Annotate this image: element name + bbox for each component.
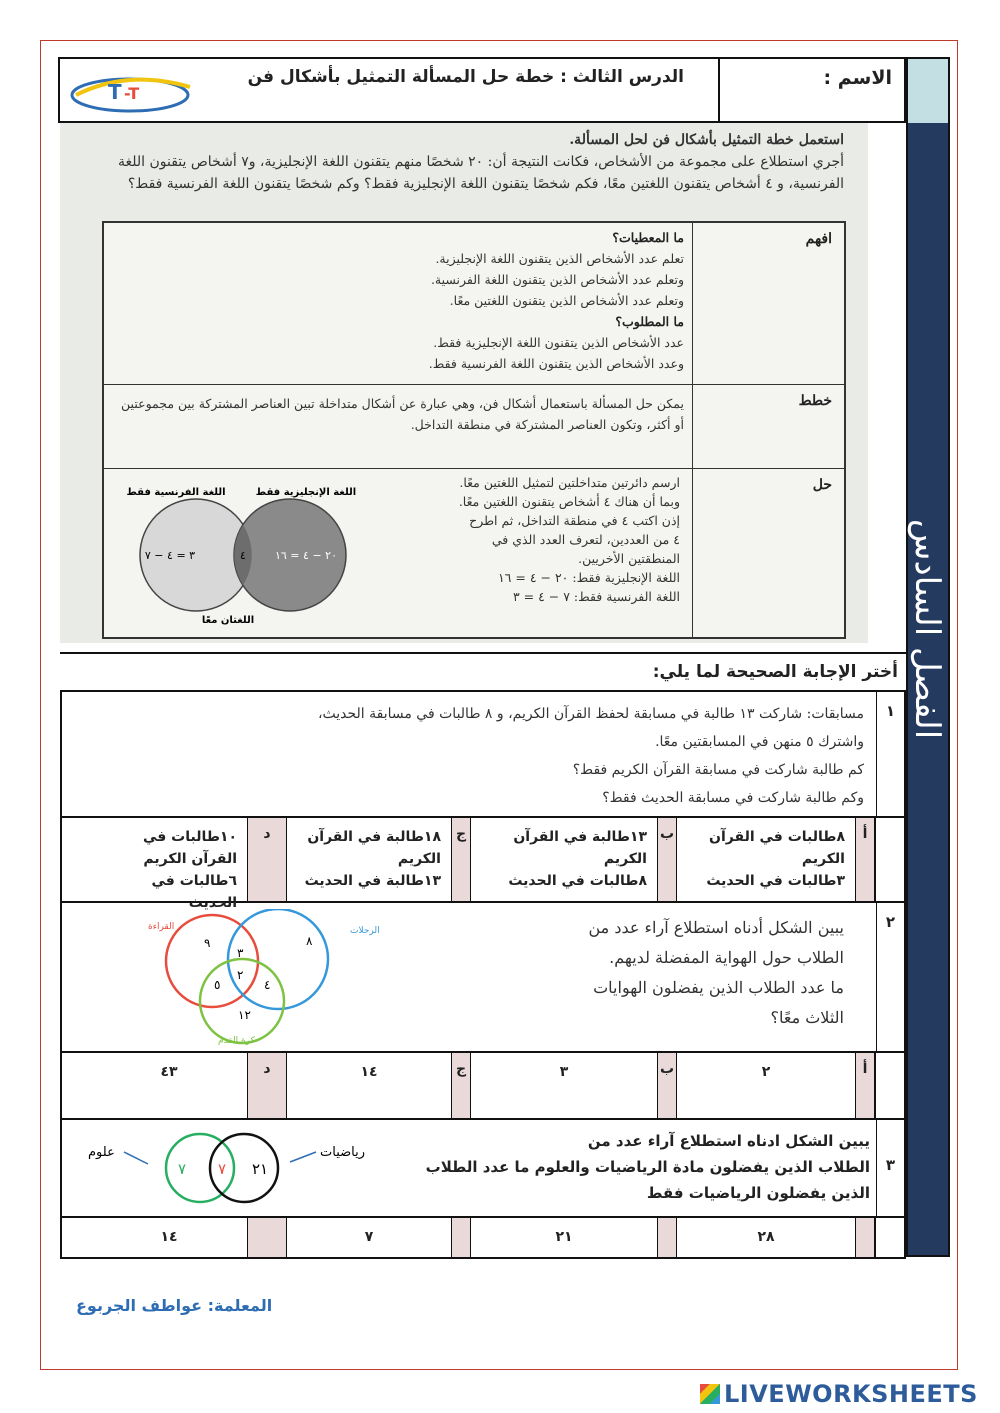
- venn-label-both: اللغتان معًا: [201, 615, 255, 626]
- question-3-text: [400, 1128, 870, 1206]
- science-only-value: ٧: [178, 1160, 187, 1178]
- option-letter: ج: [451, 818, 471, 901]
- option-line: ١٠طالبات في القرآن الكريم: [142, 829, 237, 867]
- question-line: كم طالبة شاركت في مسابقة القرآن الكريم فقط؟: [572, 762, 864, 778]
- student-name-field[interactable]: [718, 59, 904, 121]
- given-item: تعلم عدد الأشخاص الذين يتقنون اللغة الإنجليزية.: [435, 251, 684, 266]
- solve-line: ارسم دائرتين متداخلتين لتمثيل اللغتين معًا.: [459, 475, 680, 490]
- option-letter: د: [247, 1053, 287, 1118]
- lesson-problem: أجري استطلاع على مجموعة من الأشخاص، فكانت النتيجة أن: ٢٠ شخصًا منهم يتقنون اللغة الإنجليزية، و٧ أشخاص يتقنون اللغة الفرنسية، و ٤ أشخاص يتقنون اللغتين معًا، فكم شخصًا يتقنون اللغة الإنجليزية فقط؟ وكم شخصًا يتقنون اللغة الفرنسية فقط؟: [117, 154, 844, 192]
- option-letter: ب: [657, 1053, 677, 1118]
- option-letter: [451, 1218, 471, 1257]
- unit-sidebar: [906, 57, 950, 1257]
- option-b[interactable]: ٢١: [555, 1229, 573, 1245]
- plan-body: يمكن حل المسألة باستعمال أشكال فن، وهي عبارة عن أشكال متداخلة تبين العناصر المشتركة بين مجموعتين أو أكثر، وتكون العناصر المشتركة في منطقة التداخل.: [121, 396, 684, 432]
- option-line: ١٨طالبة في القرآن الكريم: [307, 829, 441, 867]
- math-label: رياضيات: [320, 1145, 366, 1160]
- plan-label: خطط: [692, 385, 844, 468]
- question-line: يبين الشكل أدناه استطلاع آراء عدد من: [588, 918, 844, 937]
- questions-heading: أختر الإجابة الصحيحة لما يلي:: [60, 652, 906, 692]
- option-letter: [855, 1218, 875, 1257]
- option-d[interactable]: [91, 818, 247, 911]
- question-number: ٢: [876, 903, 904, 1051]
- worksheet-header: [58, 57, 906, 123]
- svg-text:T: T: [108, 80, 122, 104]
- option-a[interactable]: ٢: [761, 1064, 771, 1080]
- plan-row-solve: [104, 469, 844, 637]
- hobbies-venn-diagram: [92, 909, 392, 1047]
- question-line: وكم طالبة شاركت في مسابقة الحديث فقط؟: [602, 790, 864, 806]
- reading-circle: [166, 915, 258, 1007]
- brand-logo: [700, 1380, 978, 1408]
- question-line: الذين يفضلون الرياضيات فقط: [646, 1184, 870, 1202]
- question-2-options: [60, 1052, 906, 1120]
- venn-english-value: ٢٠ − ٤ = ١٦: [274, 549, 338, 562]
- option-c[interactable]: [287, 818, 451, 901]
- solve-body: [370, 473, 680, 606]
- given-item: وتعلم عدد الأشخاص الذين يتقنون اللغة الفرنسية.: [430, 272, 684, 287]
- option-d[interactable]: ٤٣: [160, 1064, 178, 1080]
- sidebar-cap: [908, 59, 948, 123]
- math-arrow-icon: [290, 1152, 316, 1162]
- venn-both-value: ٤: [240, 549, 246, 562]
- science-label: علوم: [88, 1145, 115, 1160]
- trips-only-value: ٨: [306, 934, 313, 948]
- question-3-options: [60, 1217, 906, 1259]
- option-b[interactable]: ٣: [559, 1064, 569, 1080]
- option-a[interactable]: ٢٨: [757, 1229, 775, 1245]
- calc-english: اللغة الإنجليزية فقط: ٢٠ − ٤ = ١٦: [497, 570, 680, 585]
- venn-label-english: اللغة الإنجليزية فقط: [255, 487, 357, 498]
- languages-venn-diagram: [110, 475, 372, 631]
- option-letter: [247, 1218, 287, 1257]
- option-letter: د: [247, 818, 287, 901]
- question-number: ٣: [876, 1120, 904, 1216]
- question-line: يبين الشكل ادناه استطلاع آراء عدد من: [587, 1132, 870, 1150]
- question-1-options: [60, 817, 906, 911]
- option-line: ١٣طالبة في الحديث: [304, 873, 441, 889]
- option-letter: [657, 1218, 677, 1257]
- option-letter: ب: [657, 818, 677, 901]
- solve-line: وبما أن هناك ٤ أشخاص يتقنون اللغتين معًا.: [458, 494, 680, 509]
- given-title: ما المعطيات؟: [612, 230, 684, 245]
- football-only-value: ١٢: [238, 1008, 251, 1022]
- option-spacer: [875, 1053, 904, 1118]
- trips-label: الرحلات: [350, 926, 380, 936]
- question-line: الطلاب الذين يفضلون مادة الرياضيات والعلوم ما عدد الطلاب: [425, 1158, 870, 1176]
- question-line: واشترك ٥ منهن في المسابقتين معًا.: [655, 734, 864, 750]
- brand-text: LIVEWORKSHEETS: [724, 1380, 978, 1408]
- option-c[interactable]: ١٤: [360, 1064, 378, 1080]
- all-three-value: ٢: [237, 968, 244, 982]
- wanted-title: ما المطلوب؟: [615, 314, 684, 329]
- understand-body: [114, 227, 684, 374]
- calc-french: اللغة الفرنسية فقط: ٧ − ٤ = ٣: [512, 589, 680, 604]
- reading-football-value: ٥: [214, 978, 221, 992]
- question-1: [60, 692, 906, 818]
- venn-label-french: اللغة الفرنسية فقط: [126, 487, 226, 498]
- lesson-title: الدرس الثالث : خطة حل المسألة التمثيل بأشكال فن: [247, 67, 684, 87]
- question-2: [60, 903, 906, 1053]
- solve-line: إذن اكتب ٤ في منطقة التداخل، ثم اطرح: [469, 513, 680, 528]
- plan-row-plan: [104, 385, 844, 469]
- football-label: كرة القدم: [218, 1036, 255, 1046]
- option-d[interactable]: ١٤: [160, 1229, 178, 1245]
- question-line: الطلاب حول الهواية المفضلة لديهم.: [609, 948, 844, 967]
- science-arrow-icon: [124, 1152, 148, 1164]
- question-line: الثلاث معًا؟: [770, 1008, 844, 1027]
- option-letter: أ: [855, 818, 875, 901]
- question-number: ١: [876, 692, 904, 816]
- understand-label: افهم: [692, 223, 844, 384]
- solution-plan-table: [102, 221, 846, 639]
- name-label: الاسم :: [823, 67, 892, 89]
- question-2-text: [504, 913, 844, 1033]
- option-line: ١٣طالبة في القرآن الكريم: [513, 829, 647, 867]
- colored-swoosh-logo-icon: [68, 65, 198, 117]
- option-line: ٣طالبات في الحديث: [706, 873, 845, 889]
- math-only-value: ٢١: [252, 1160, 269, 1178]
- wanted-item: عدد الأشخاص الذين يتقنون اللغة الإنجليزية فقط.: [433, 335, 684, 350]
- option-spacer: [875, 818, 904, 901]
- question-line: ما عدد الطلاب الذين يفضلون الهوايات: [593, 978, 844, 997]
- question-1-text: [104, 700, 864, 812]
- option-line: ٦طالبات في الحديث: [151, 873, 237, 911]
- plan-row-understand: [104, 223, 844, 385]
- solve-line: المنطقتين الأخريين.: [578, 551, 680, 566]
- solve-label: حل: [692, 469, 844, 637]
- question-3: [60, 1120, 906, 1218]
- option-line: ٨طالبات في الحديث: [508, 873, 647, 889]
- subjects-venn-diagram: [82, 1128, 382, 1212]
- option-c[interactable]: ٧: [364, 1229, 374, 1245]
- question-line: مسابقات: شاركت ١٣ طالبة في مسابقة لحفظ القرآن الكريم، و ٨ طالبات في مسابقة الحديث،: [317, 706, 864, 722]
- svg-text:-T: -T: [124, 84, 140, 103]
- option-spacer: [875, 1218, 904, 1257]
- given-item: وتعلم عدد الأشخاص الذين يتقنون اللغتين معًا.: [449, 293, 684, 308]
- reading-only-value: ٩: [204, 936, 211, 950]
- option-letter: أ: [855, 1053, 875, 1118]
- reading-trips-value: ٣: [237, 946, 244, 960]
- venn-french-value: ٣ = ٤ − ٧: [144, 549, 196, 562]
- lesson-intro-block: [74, 129, 844, 195]
- lesson-intro: استعمل خطة التمثيل بأشكال فن لحل المسألة.: [569, 132, 844, 148]
- option-a[interactable]: [677, 818, 855, 901]
- option-b[interactable]: [471, 818, 657, 901]
- solve-line: ٤ من العددين، لتعرف العدد الذي في: [491, 532, 680, 547]
- teacher-name: المعلمة: عواطف الجربوع: [76, 1296, 273, 1315]
- unit-title: الفصل السادس: [907, 519, 947, 740]
- both-subjects-value: ٧: [218, 1160, 227, 1178]
- reading-label: القراءة: [148, 922, 175, 932]
- trips-football-value: ٤: [264, 978, 271, 992]
- wanted-item: وعدد الأشخاص الذين يتقنون اللغة الفرنسية فقط.: [428, 356, 684, 371]
- option-letter: ج: [451, 1053, 471, 1118]
- option-line: ٨طالبات في القرآن الكريم: [709, 829, 845, 867]
- lesson-explanation: [60, 123, 868, 643]
- brand-squares-icon: [700, 1384, 720, 1404]
